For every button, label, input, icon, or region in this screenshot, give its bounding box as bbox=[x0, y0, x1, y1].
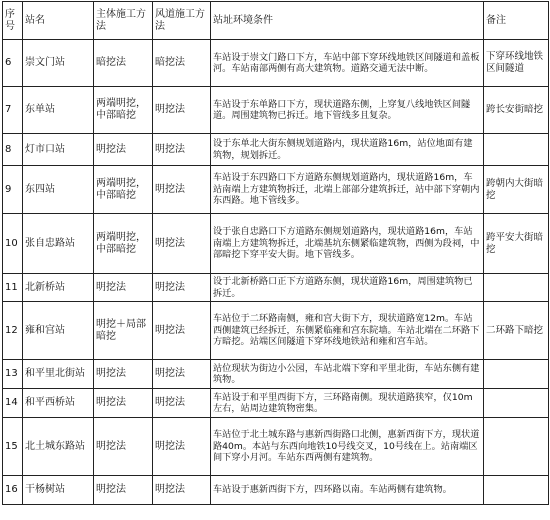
cell-airway-method: 明挖法 bbox=[153, 302, 211, 360]
cell-main-method: 明挖法 bbox=[94, 476, 153, 505]
cell-seq: 7 bbox=[3, 87, 23, 134]
table-row bbox=[3, 166, 549, 214]
cell-remarks: 下穿环线地铁区间隧道 bbox=[484, 40, 549, 87]
cell-main-method: 两端明挖，中部暗挖 bbox=[94, 87, 153, 134]
cell-main-method: 明挖法 bbox=[94, 134, 153, 166]
cell-main-method: 暗挖法 bbox=[94, 40, 153, 87]
cell-station-name: 东四站 bbox=[23, 166, 94, 214]
cell-remarks: 跨平安大街暗挖 bbox=[484, 214, 549, 274]
cell-airway-method: 明挖法 bbox=[153, 134, 211, 166]
table-row bbox=[3, 134, 549, 166]
cell-airway-method: 明挖法 bbox=[153, 166, 211, 214]
cell-airway-method: 明挖法 bbox=[153, 360, 211, 389]
cell-remarks bbox=[484, 476, 549, 505]
cell-airway-method: 明挖法 bbox=[153, 87, 211, 134]
cell-station-name: 雍和宫站 bbox=[23, 302, 94, 360]
cell-station-name: 和平西桥站 bbox=[23, 389, 94, 418]
station-table bbox=[2, 1, 549, 505]
cell-seq: 13 bbox=[3, 360, 23, 389]
cell-main-method: 明挖法 bbox=[94, 274, 153, 302]
cell-seq: 12 bbox=[3, 302, 23, 360]
header-remarks: 备注 bbox=[484, 2, 549, 40]
header-seq: 序号 bbox=[3, 2, 23, 40]
cell-station-name: 灯市口站 bbox=[23, 134, 94, 166]
table-row bbox=[3, 418, 549, 476]
cell-seq: 9 bbox=[3, 166, 23, 214]
cell-conditions: 站位现状为街边小公园，车站北端下穿和平里北街，车站东侧有建筑物。 bbox=[211, 360, 484, 389]
cell-conditions: 设于北新桥路口正下方道路东侧，现状道路16m，周围建筑物已拆迁。 bbox=[211, 274, 484, 302]
table-row bbox=[3, 87, 549, 134]
cell-conditions: 车站位于北土城东路与惠新西街路口北侧，惠新西街下方，现状道路40m。本站与东西向地铁10号线交叉，10号线在上。站南端区间下穿小月河。车站东西两侧有建筑物。 bbox=[211, 418, 484, 476]
cell-airway-method: 明挖法 bbox=[153, 389, 211, 418]
cell-remarks: 二环路下暗挖 bbox=[484, 302, 549, 360]
cell-conditions: 车站设于东单路口下方，现状道路东侧，上穿复八线地铁区间隧道。周围建筑物已拆迁。地下管线多且复杂。 bbox=[211, 87, 484, 134]
cell-seq: 10 bbox=[3, 214, 23, 274]
cell-station-name: 北新桥站 bbox=[23, 274, 94, 302]
header-airway-method: 风道施工方法 bbox=[153, 2, 211, 40]
cell-main-method: 两端明挖，中部暗挖 bbox=[94, 214, 153, 274]
cell-remarks: 跨朝内大街暗挖 bbox=[484, 166, 549, 214]
table-row bbox=[3, 214, 549, 274]
cell-conditions: 车站设于崇文门路口下方，车站中部下穿环线地铁区间隧道和盖板河。车站南部两侧有高大建筑物。道路交通无法中断。 bbox=[211, 40, 484, 87]
cell-seq: 14 bbox=[3, 389, 23, 418]
cell-remarks bbox=[484, 134, 549, 166]
cell-conditions: 车站设于和平里西街下方，三环路南侧。现状道路狭窄，仅10m左右，站周边建筑物密集。 bbox=[211, 389, 484, 418]
table-row bbox=[3, 274, 549, 302]
cell-airway-method: 明挖法 bbox=[153, 418, 211, 476]
cell-airway-method: 明挖法 bbox=[153, 476, 211, 505]
cell-remarks bbox=[484, 274, 549, 302]
cell-conditions: 车站位于二环路南侧，雍和宫大街下方，现状道路宽12m。车站西侧建筑已经拆迁，东侧紧临雍和宫东院墙。车站北端在二环路下方暗挖。站端区间隧道下穿环线地铁站和雍和宫车站。 bbox=[211, 302, 484, 360]
table-row bbox=[3, 389, 549, 418]
cell-remarks bbox=[484, 360, 549, 389]
table-row bbox=[3, 476, 549, 505]
cell-seq: 15 bbox=[3, 418, 23, 476]
cell-remarks bbox=[484, 418, 549, 476]
cell-conditions: 车站设于东四路口下方道路东侧规划道路内，现状道路16m，车站南端上方建筑物拆迁，北端上部部分建筑拆迁，站中部下穿朝内东西路。地下管线多。 bbox=[211, 166, 484, 214]
cell-airway-method: 明挖法 bbox=[153, 274, 211, 302]
cell-station-name: 北土城东路站 bbox=[23, 418, 94, 476]
cell-airway-method: 明挖法 bbox=[153, 214, 211, 274]
cell-seq: 11 bbox=[3, 274, 23, 302]
cell-remarks bbox=[484, 389, 549, 418]
table-row bbox=[3, 40, 549, 87]
cell-main-method: 明挖法 bbox=[94, 389, 153, 418]
header-main-method: 主体施工方法 bbox=[94, 2, 153, 40]
cell-station-name: 崇文门站 bbox=[23, 40, 94, 87]
cell-main-method: 明挖法 bbox=[94, 360, 153, 389]
cell-station-name: 和平里北街站 bbox=[23, 360, 94, 389]
cell-main-method: 明挖法 bbox=[94, 418, 153, 476]
cell-station-name: 张自忠路站 bbox=[23, 214, 94, 274]
cell-seq: 8 bbox=[3, 134, 23, 166]
header-row bbox=[3, 2, 549, 40]
cell-station-name: 东单站 bbox=[23, 87, 94, 134]
cell-seq: 6 bbox=[3, 40, 23, 87]
cell-conditions: 车站设于惠新西街下方，四环路以南。车站两侧有建筑物。 bbox=[211, 476, 484, 505]
cell-airway-method: 暗挖法 bbox=[153, 40, 211, 87]
cell-seq: 16 bbox=[3, 476, 23, 505]
cell-main-method: 两端明挖，中部暗挖 bbox=[94, 166, 153, 214]
header-station-name: 站名 bbox=[23, 2, 94, 40]
header-conditions: 站址环境条件 bbox=[211, 2, 484, 40]
table-row bbox=[3, 302, 549, 360]
cell-remarks: 跨长安街暗挖 bbox=[484, 87, 549, 134]
cell-conditions: 设于张自忠路口下方道路东侧规划道路内，现状道路16m，车站南端上方建筑物拆迁，北端基坑东侧紧临建筑物，西侧为段祠，中部暗挖下穿平安大街。地下管线多。 bbox=[211, 214, 484, 274]
table-row bbox=[3, 360, 549, 389]
cell-main-method: 明挖＋局部暗挖 bbox=[94, 302, 153, 360]
cell-conditions: 设于东单北大街东侧规划道路内，现状道路16m，站位地面有建筑物，规划拆迁。 bbox=[211, 134, 484, 166]
cell-station-name: 干杨树站 bbox=[23, 476, 94, 505]
